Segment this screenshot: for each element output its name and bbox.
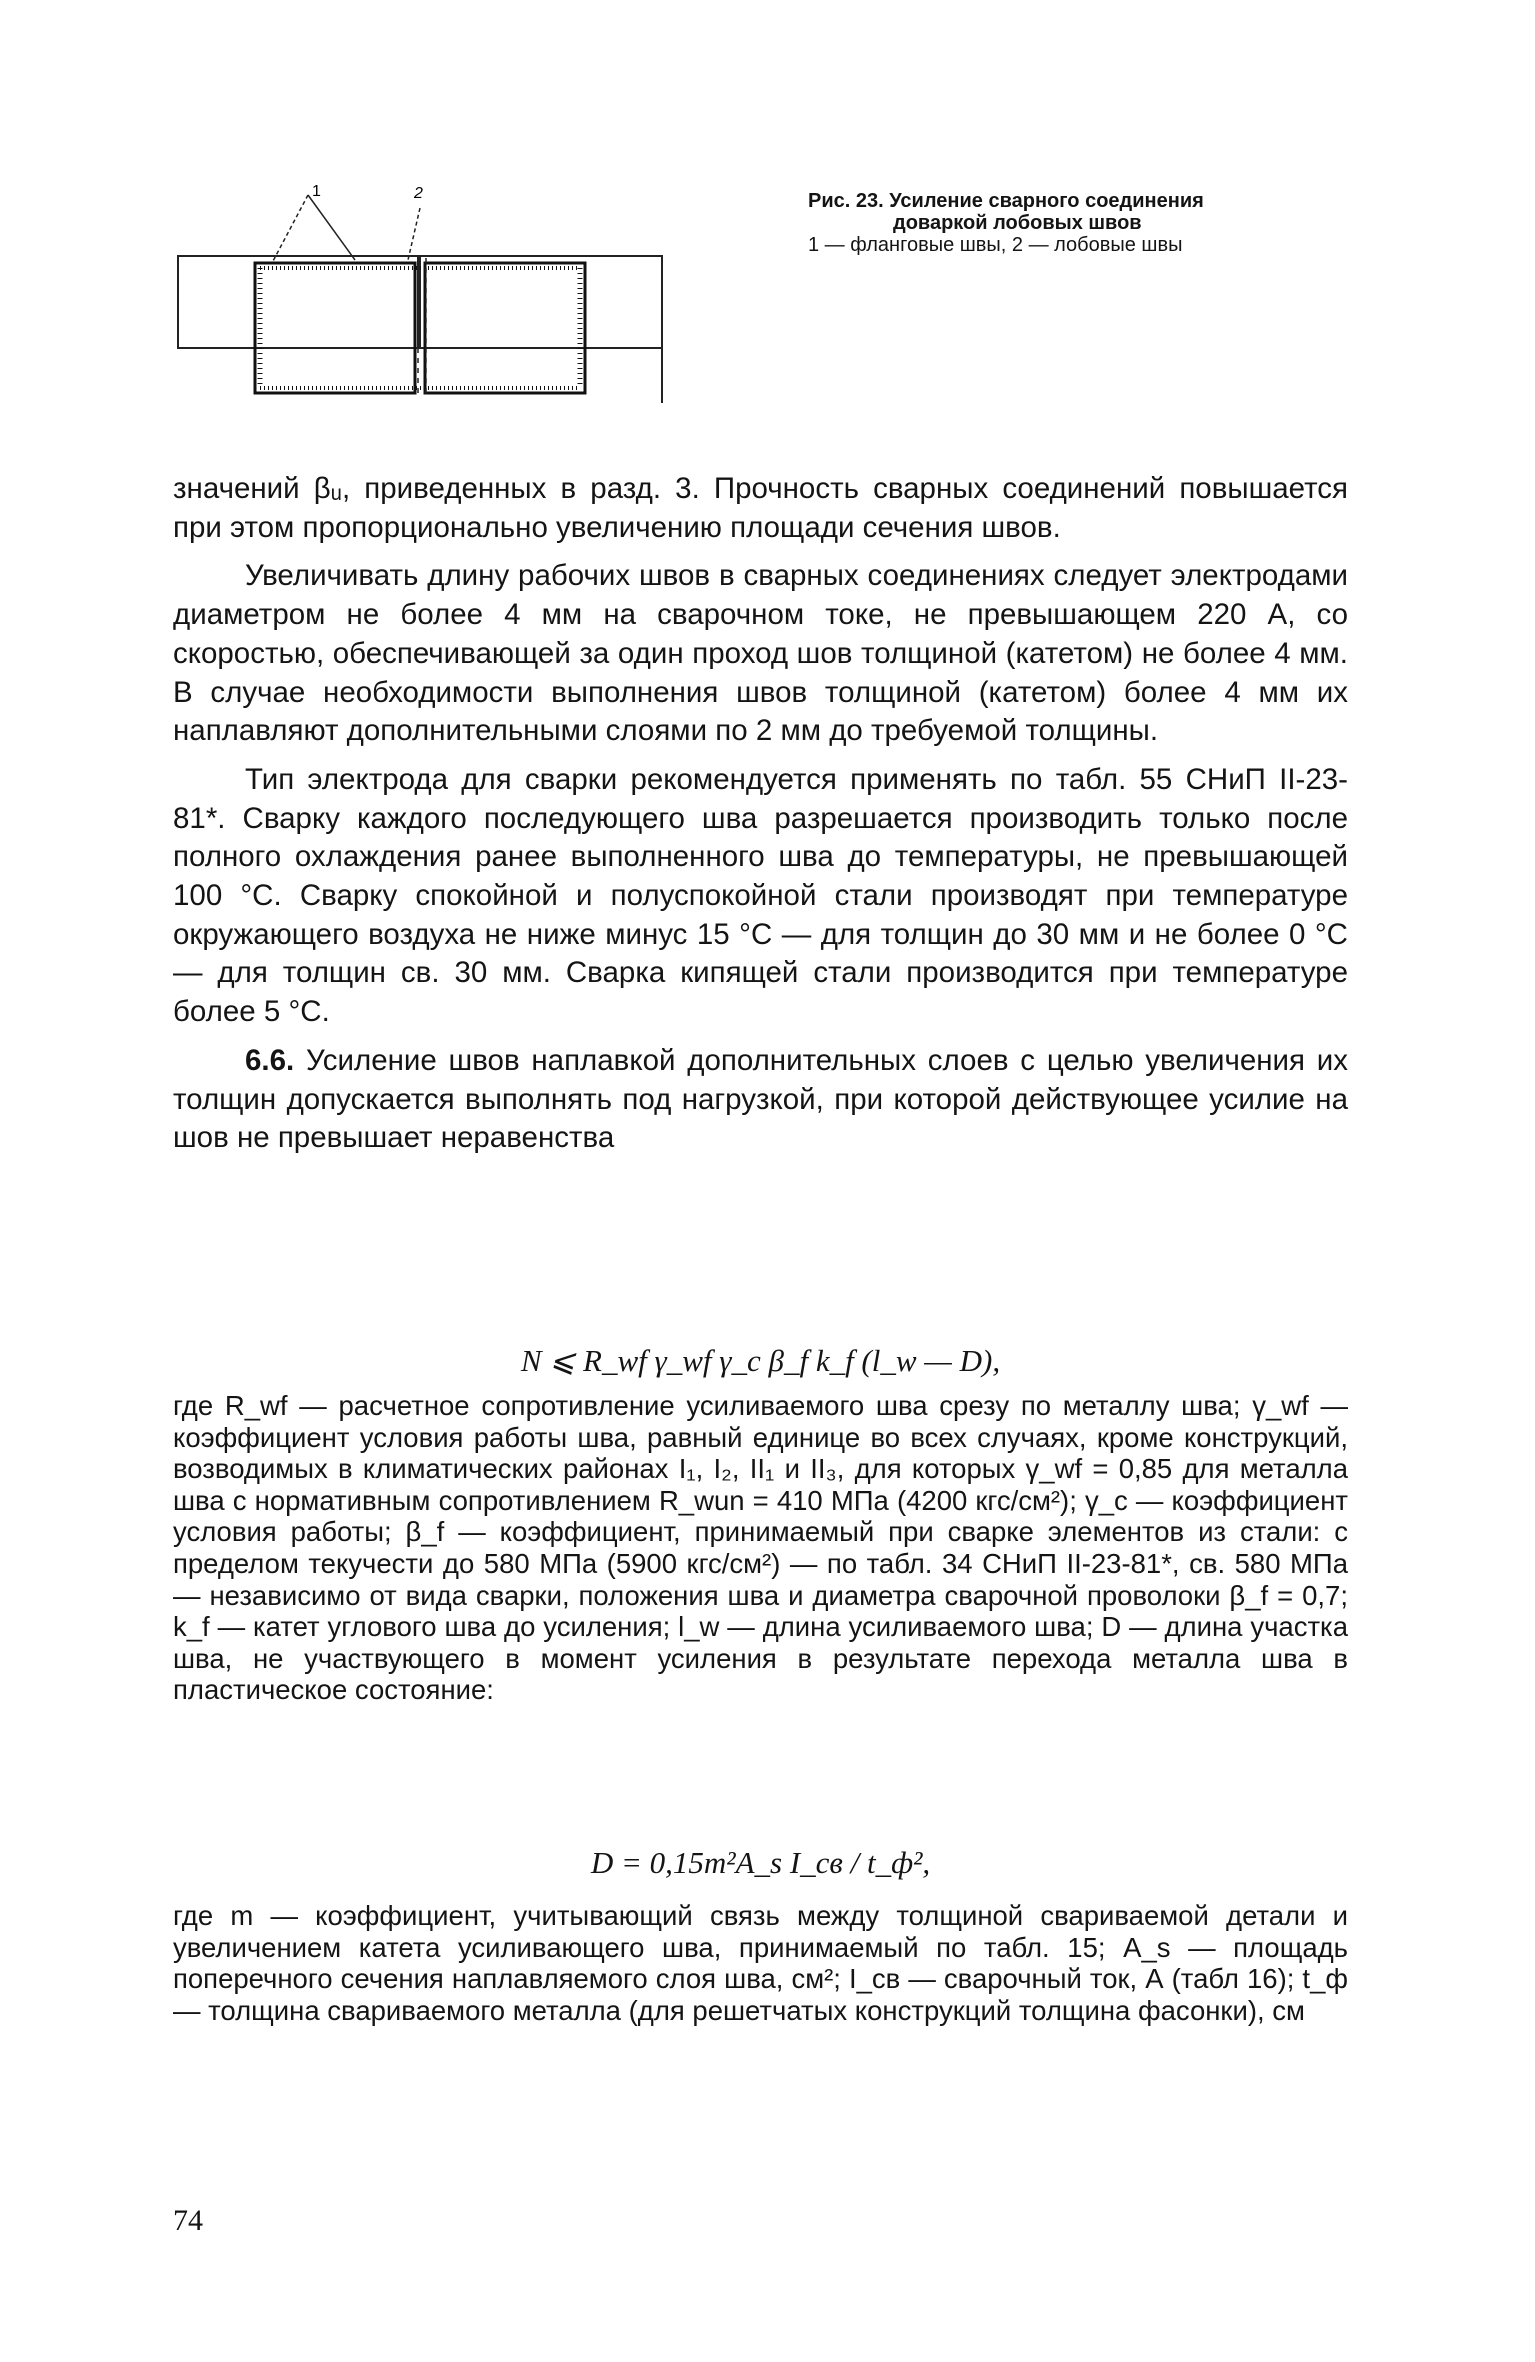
- body-text-block-3: [173, 1900, 1348, 2026]
- left-plate: [178, 256, 418, 348]
- leader-line-1b: [308, 195, 355, 260]
- page-number: 74: [173, 2204, 203, 2237]
- paragraph-6: где m — коэффициент, учитывающий связь между толщиной свариваемой детали и увеличением катета усиливающего шва, принимаемый по табл. 15; A_s — площадь поперечного сечения наплавляемого слоя шва, см²; I_св — сварочный ток, А (табл 16); t_ф — толщина свариваемого металла (для решетчатых конструкций толщина фасонки), см: [173, 1900, 1348, 2026]
- caption-title-2: доваркой лобовых швов: [893, 212, 1142, 234]
- formula-2: D = 0,15m²A_s I_св / t_ф²,: [590, 1845, 931, 1880]
- figure-caption: [808, 190, 1348, 256]
- formula-1: N ⩽ R_wf γ_wf γ_c β_f k_f (l_w — D),: [520, 1343, 1001, 1378]
- paragraph-5: где R_wf — расчетное сопротивление усиливаемого шва срезу по металлу шва; γ_wf — коэффициент условия работы шва, равный единице во всех случаях, кроме конструкций, возводимых в климатических районах I₁, I₂, II₁ и II₃, для которых γ_wf = 0,85 для металла шва с нормативным сопротивлением R_wun = 410 МПа (4200 кгс/см²); γ_c — коэффициент условия работы; β_f — коэффициент, принимаемый при сварке элементов из стали: с пределом текучести до 580 МПа (5900 кгс/см²) — по табл. 34 СНиП II-23-81*, св. 580 МПа — независимо от вида сварки, положения шва и диаметра сварочной проволоки β_f = 0,7; k_f — катет углового шва до усиления; l_w — длина усиливаемого шва; D — длина участка шва, не участвующего в момент усиления в результате перехода металла шва в пластическое состояние:: [173, 1390, 1348, 1706]
- leader-line-2: [408, 208, 420, 260]
- body-text-block-1: [173, 470, 1348, 1158]
- caption-title: Рис. 23. Усиление сварного соединения: [808, 190, 1204, 212]
- weld-figure: [170, 178, 670, 413]
- paragraph-1: значений βᵤ, приведенных в разд. 3. Прочность сварных соединений повышается при этом пропорционально увеличению площади сечения швов.: [173, 472, 1348, 544]
- caption-legend: 1 — фланговые швы, 2 — лобовые швы: [808, 234, 1183, 256]
- paragraph-4-text: Усиление швов наплавкой дополнительных слоев с целью увеличения их толщин допускается выполнять под нагрузкой, при которой действующее усилие на шов не превышает неравенства: [173, 1043, 1348, 1155]
- paragraph-2: Увеличивать длину рабочих швов в сварных соединениях следует электродами диаметром не более 4 мм на сварочном токе, не превышающем 220 А, со скоростью, обеспечивающей за один проход шов толщиной (катетом) не более 4 мм. В случае необходимости выполнения швов толщиной (катетом) более 4 мм их наплавляют дополнительными слоями по 2 мм до требуемой толщины.: [173, 559, 1348, 748]
- section-number: 6.6.: [245, 1043, 295, 1077]
- paragraph-3: Тип электрода для сварки рекомендуется применять по табл. 55 СНиП II-23-81*. Сварку каждого последующего шва разрешается производить только после полного охлаждения ранее выполненного шва до температуры, не превышающей 100 °С. Сварку спокойной и полуспокойной стали производят при температуре окружающего воздуха не ниже минус 15 °С — для толщин до 30 мм и не более 0 °С — для толщин св. 30 мм. Сварка кипящей стали производится при температуре более 5 °С.: [173, 762, 1348, 1029]
- body-text-block-2: [173, 1390, 1348, 1706]
- paragraph-4: [173, 1042, 1348, 1158]
- cover-plate: [255, 263, 415, 393]
- figure-label-1: 1: [312, 183, 321, 200]
- cover-plate-right: [425, 263, 585, 393]
- figure-label-2: 2: [414, 185, 423, 202]
- leader-line-1: [272, 195, 308, 263]
